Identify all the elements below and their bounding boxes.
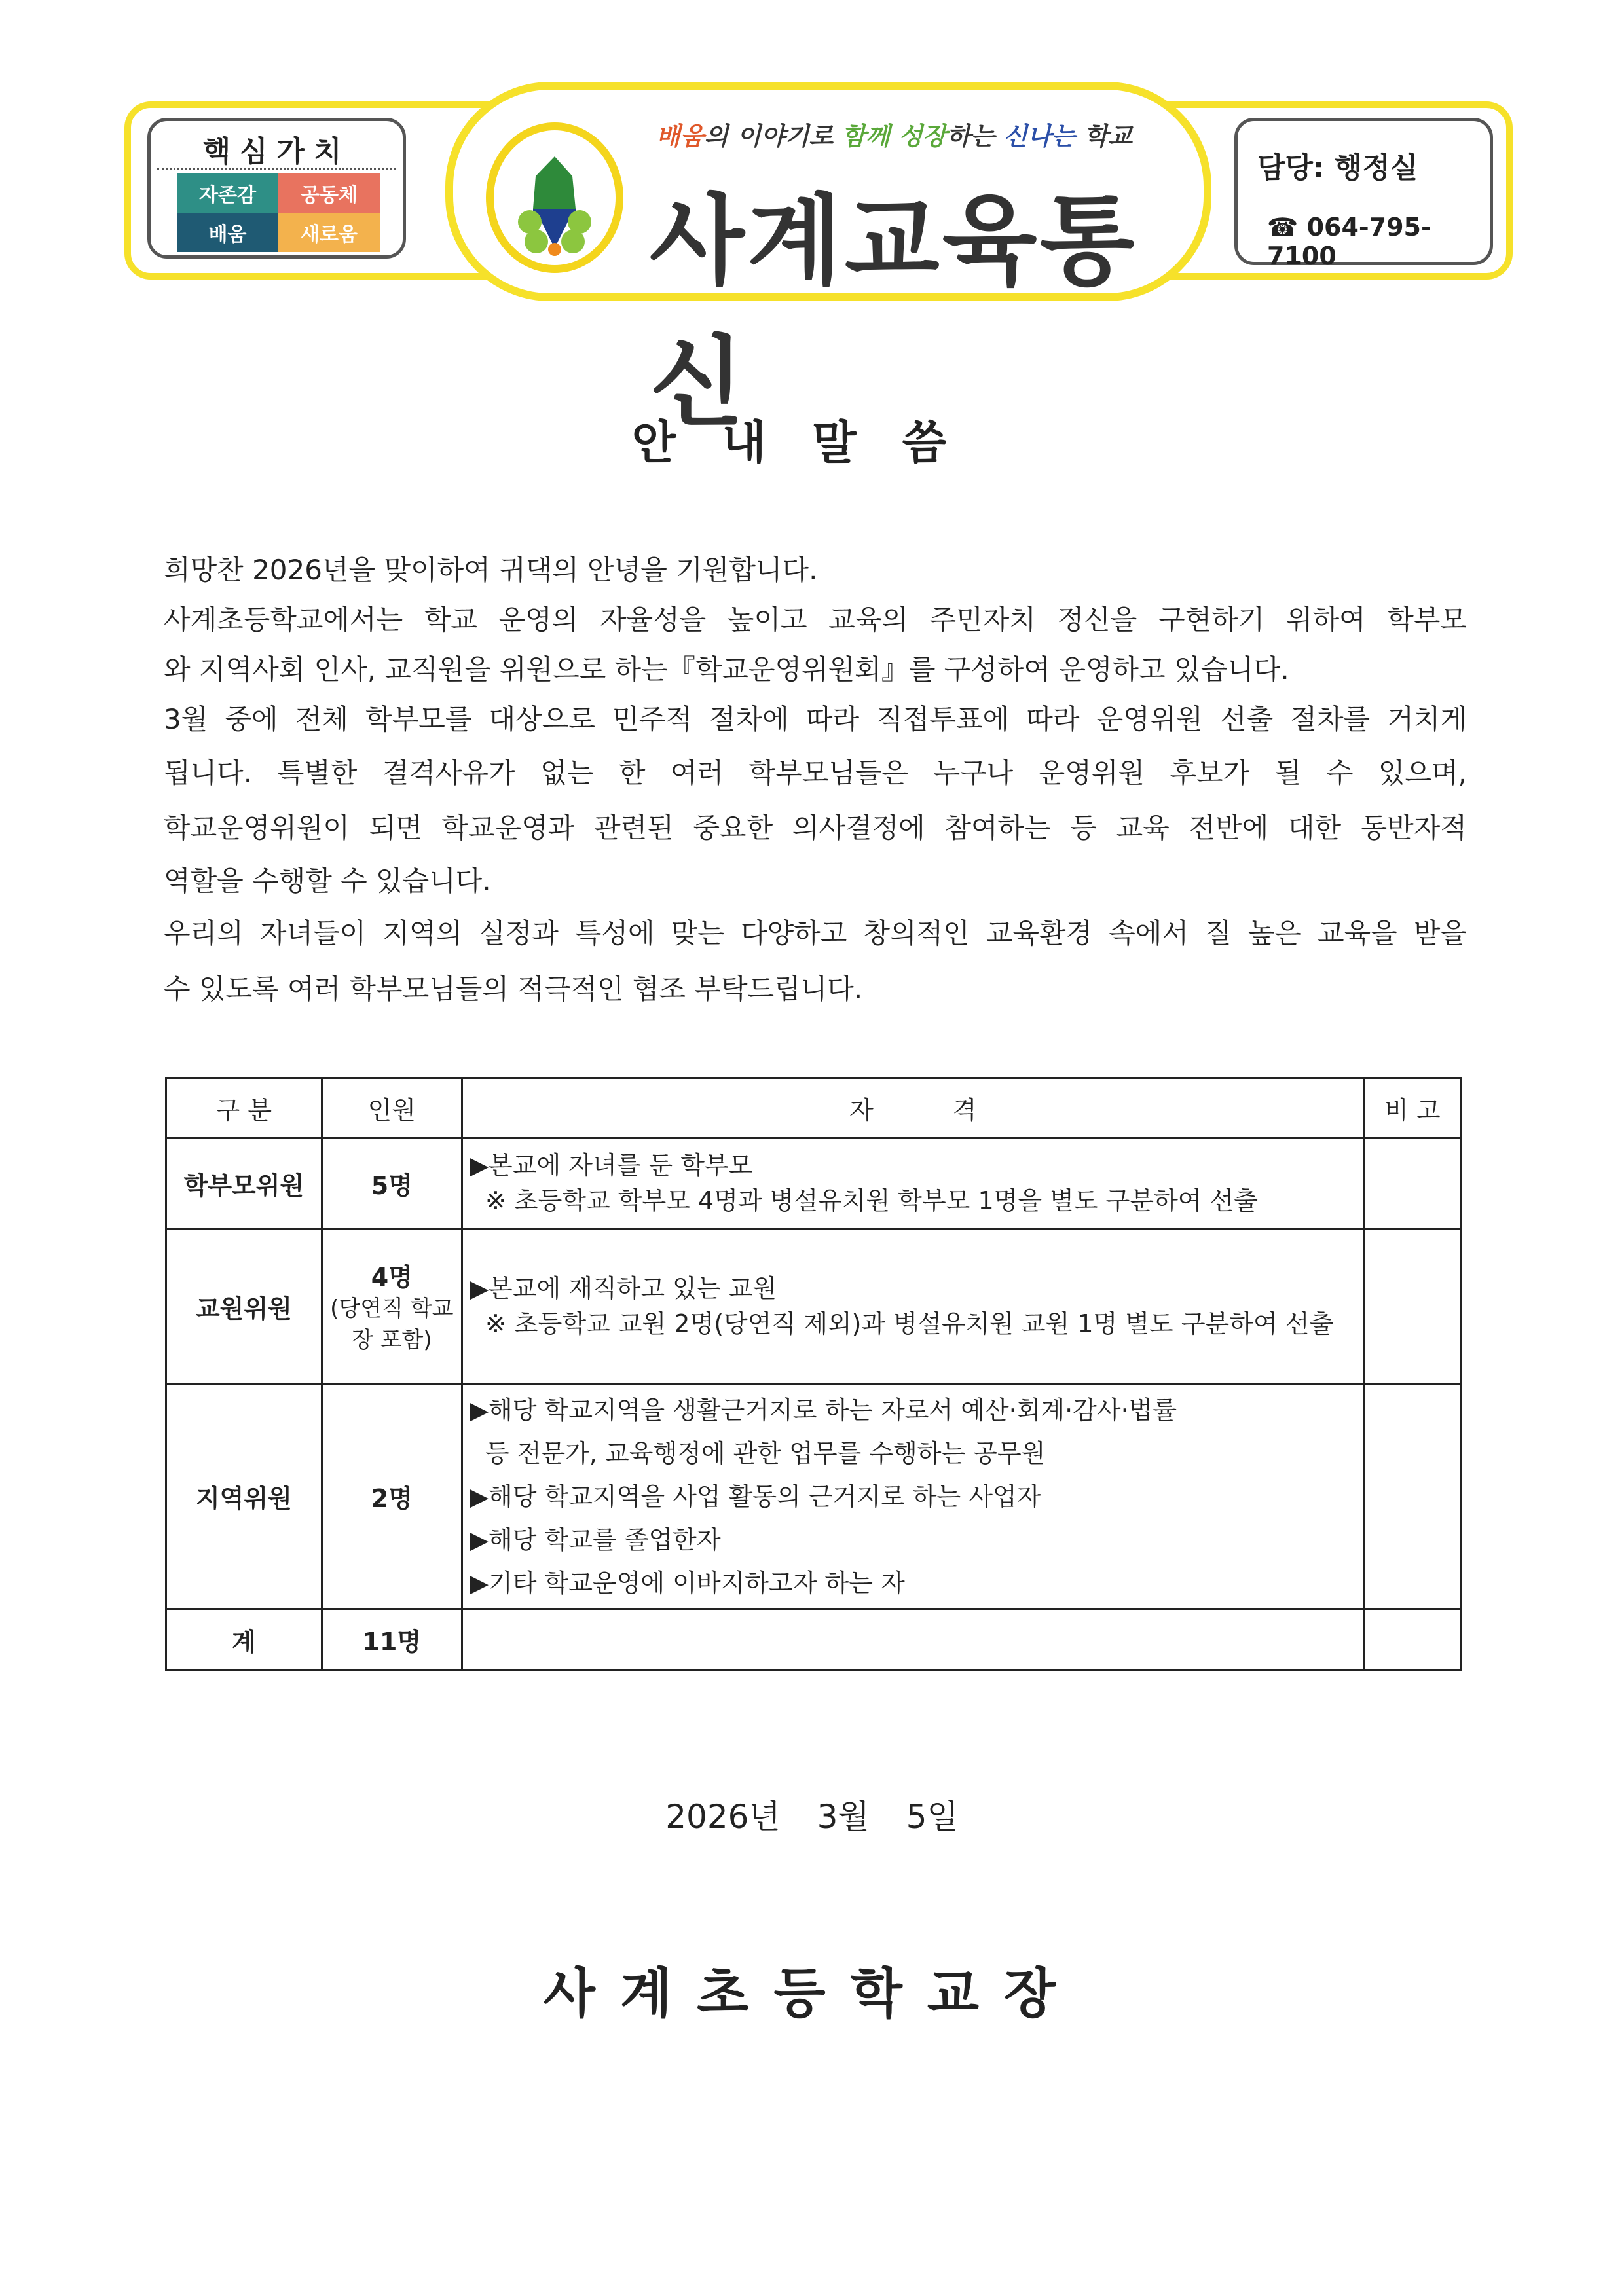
qualification-line: ※ 초등학교 학부모 4명과 병설유치원 학부모 1명을 별도 구분하여 선출 (469, 1186, 1259, 1215)
text-line: 와 지역사회 인사, 교직원을 위원으로 하는『학교운영위원회』를 구성하여 운영하고 있습니다. (164, 653, 1289, 685)
count-note: (당연직 학교장 포함) (330, 1295, 454, 1353)
core-values-box (147, 118, 406, 259)
qualification-line: ▶해당 학교지역을 생활근거지로 하는 자로서 예산·회계·감사·법률 (469, 1395, 1177, 1425)
body-text (164, 556, 1467, 1015)
category-cell: 학부모위원 (166, 1138, 322, 1229)
qualification-line: ▶본교에 재직하고 있는 교원 (469, 1274, 777, 1303)
qualification-line: 등 전문가, 교육행정에 관한 업무를 수행하는 공무원 (469, 1438, 1046, 1468)
text-line: 우리의 자녀들이 지역의 실정과 특성에 맞는 다양하고 창의적인 교육환경 속에서 질 높은 교육을 받을 (164, 917, 1467, 949)
newsletter-title: 사계교육통신 (650, 185, 1137, 440)
table-total-row (166, 1609, 1461, 1671)
qualification-cell (462, 1138, 1364, 1229)
note-cell (1364, 1229, 1460, 1384)
page-heading: 안내말씀 (631, 416, 993, 469)
contact-box (1234, 118, 1493, 270)
category-cell: 교원위원 (166, 1229, 322, 1384)
phone-number: ☎ 064-795-7100 (1267, 213, 1431, 270)
slogan-part: 함께 성장 (841, 122, 947, 151)
text-line: 3월 중에 전체 학부모를 대상으로 민주적 절차에 따라 직접투표에 따라 운영위원 선출 절차를 거치게 (164, 703, 1467, 735)
text-line: 학교운영위원이 되면 학교운영과 관련된 중요한 의사결정에 참여하는 등 교육 전반에 대한 동반자적 (164, 812, 1467, 844)
text-line: 역할을 수행할 수 있습니다. (164, 865, 491, 897)
note-cell (1364, 1384, 1460, 1609)
header-count: 인원 (322, 1078, 462, 1138)
empty-cell (462, 1609, 1364, 1671)
header-qualification: 자 격 (462, 1078, 1364, 1138)
core-value: 공동체 (278, 173, 380, 213)
slogan-part: 배움 (656, 122, 705, 151)
core-values-title: 핵심가치 (202, 135, 351, 168)
qualification-cell (462, 1384, 1364, 1609)
qualification-line: ▶해당 학교지역을 사업 활동의 근거지로 하는 사업자 (469, 1482, 1041, 1511)
divider (157, 168, 396, 170)
slogan-part: 신나는 (1003, 122, 1076, 151)
qualification-line: ▶기타 학교운영에 이바지하고자 하는 자 (469, 1568, 905, 1597)
table-header-row (166, 1078, 1461, 1138)
mountain-emblem-icon (494, 130, 616, 265)
core-value: 새로움 (278, 213, 380, 252)
table-row (166, 1138, 1461, 1229)
count-cell: 5명 (322, 1138, 462, 1229)
core-value: 배움 (177, 213, 278, 252)
header-note: 비 고 (1364, 1078, 1460, 1138)
newsletter-banner (445, 82, 1211, 440)
count-cell: 2명 (322, 1384, 462, 1609)
text-line: 사계초등학교에서는 학교 운영의 자율성을 높이고 교육의 주민자치 정신을 구현하기 위하여 학부모 (164, 604, 1467, 636)
principal-signature: 사계초등학교장 (543, 1963, 1081, 2025)
qualification-line: ▶본교에 자녀를 둔 학부모 (469, 1151, 753, 1180)
slogan-part: 학교 (1075, 122, 1132, 151)
text-line: 희망찬 2026년을 맞이하여 귀댁의 안녕을 기원합니다. (164, 554, 818, 586)
total-label: 계 (166, 1609, 322, 1671)
category-cell: 지역위원 (166, 1384, 322, 1609)
text-line: 수 있도록 여러 학부모님들의 적극적인 협조 부탁드립니다. (164, 973, 863, 1005)
header-category: 구 분 (166, 1078, 322, 1138)
count-value: 4명 (371, 1262, 413, 1292)
issue-date: 2026년 3월 5일 (665, 1798, 959, 1836)
school-logo (486, 122, 623, 273)
school-slogan (656, 116, 1132, 152)
count-cell (322, 1229, 462, 1384)
slogan-part: 의 이야기로 (704, 122, 842, 151)
slogan-part: 하는 (946, 122, 1004, 151)
qualification-line: ▶해당 학교를 졸업한자 (469, 1525, 721, 1554)
contact-label: 담당: 행정실 (1257, 151, 1418, 185)
total-count: 11명 (322, 1609, 462, 1671)
core-values-grid (177, 173, 380, 252)
table-row (166, 1384, 1461, 1609)
empty-cell (1364, 1609, 1460, 1671)
committee-table (165, 1077, 1462, 1671)
qualification-line: ※ 초등학교 교원 2명(당연직 제외)과 병설유치원 교원 1명 별도 구분하여 선출 (469, 1309, 1334, 1338)
table-row (166, 1229, 1461, 1384)
note-cell (1364, 1138, 1460, 1229)
core-value: 자존감 (177, 173, 278, 213)
text-line: 됩니다. 특별한 결격사유가 없는 한 여러 학부모님들은 누구나 운영위원 후보가 될 수 있으며, (164, 757, 1467, 789)
qualification-cell (462, 1229, 1364, 1384)
